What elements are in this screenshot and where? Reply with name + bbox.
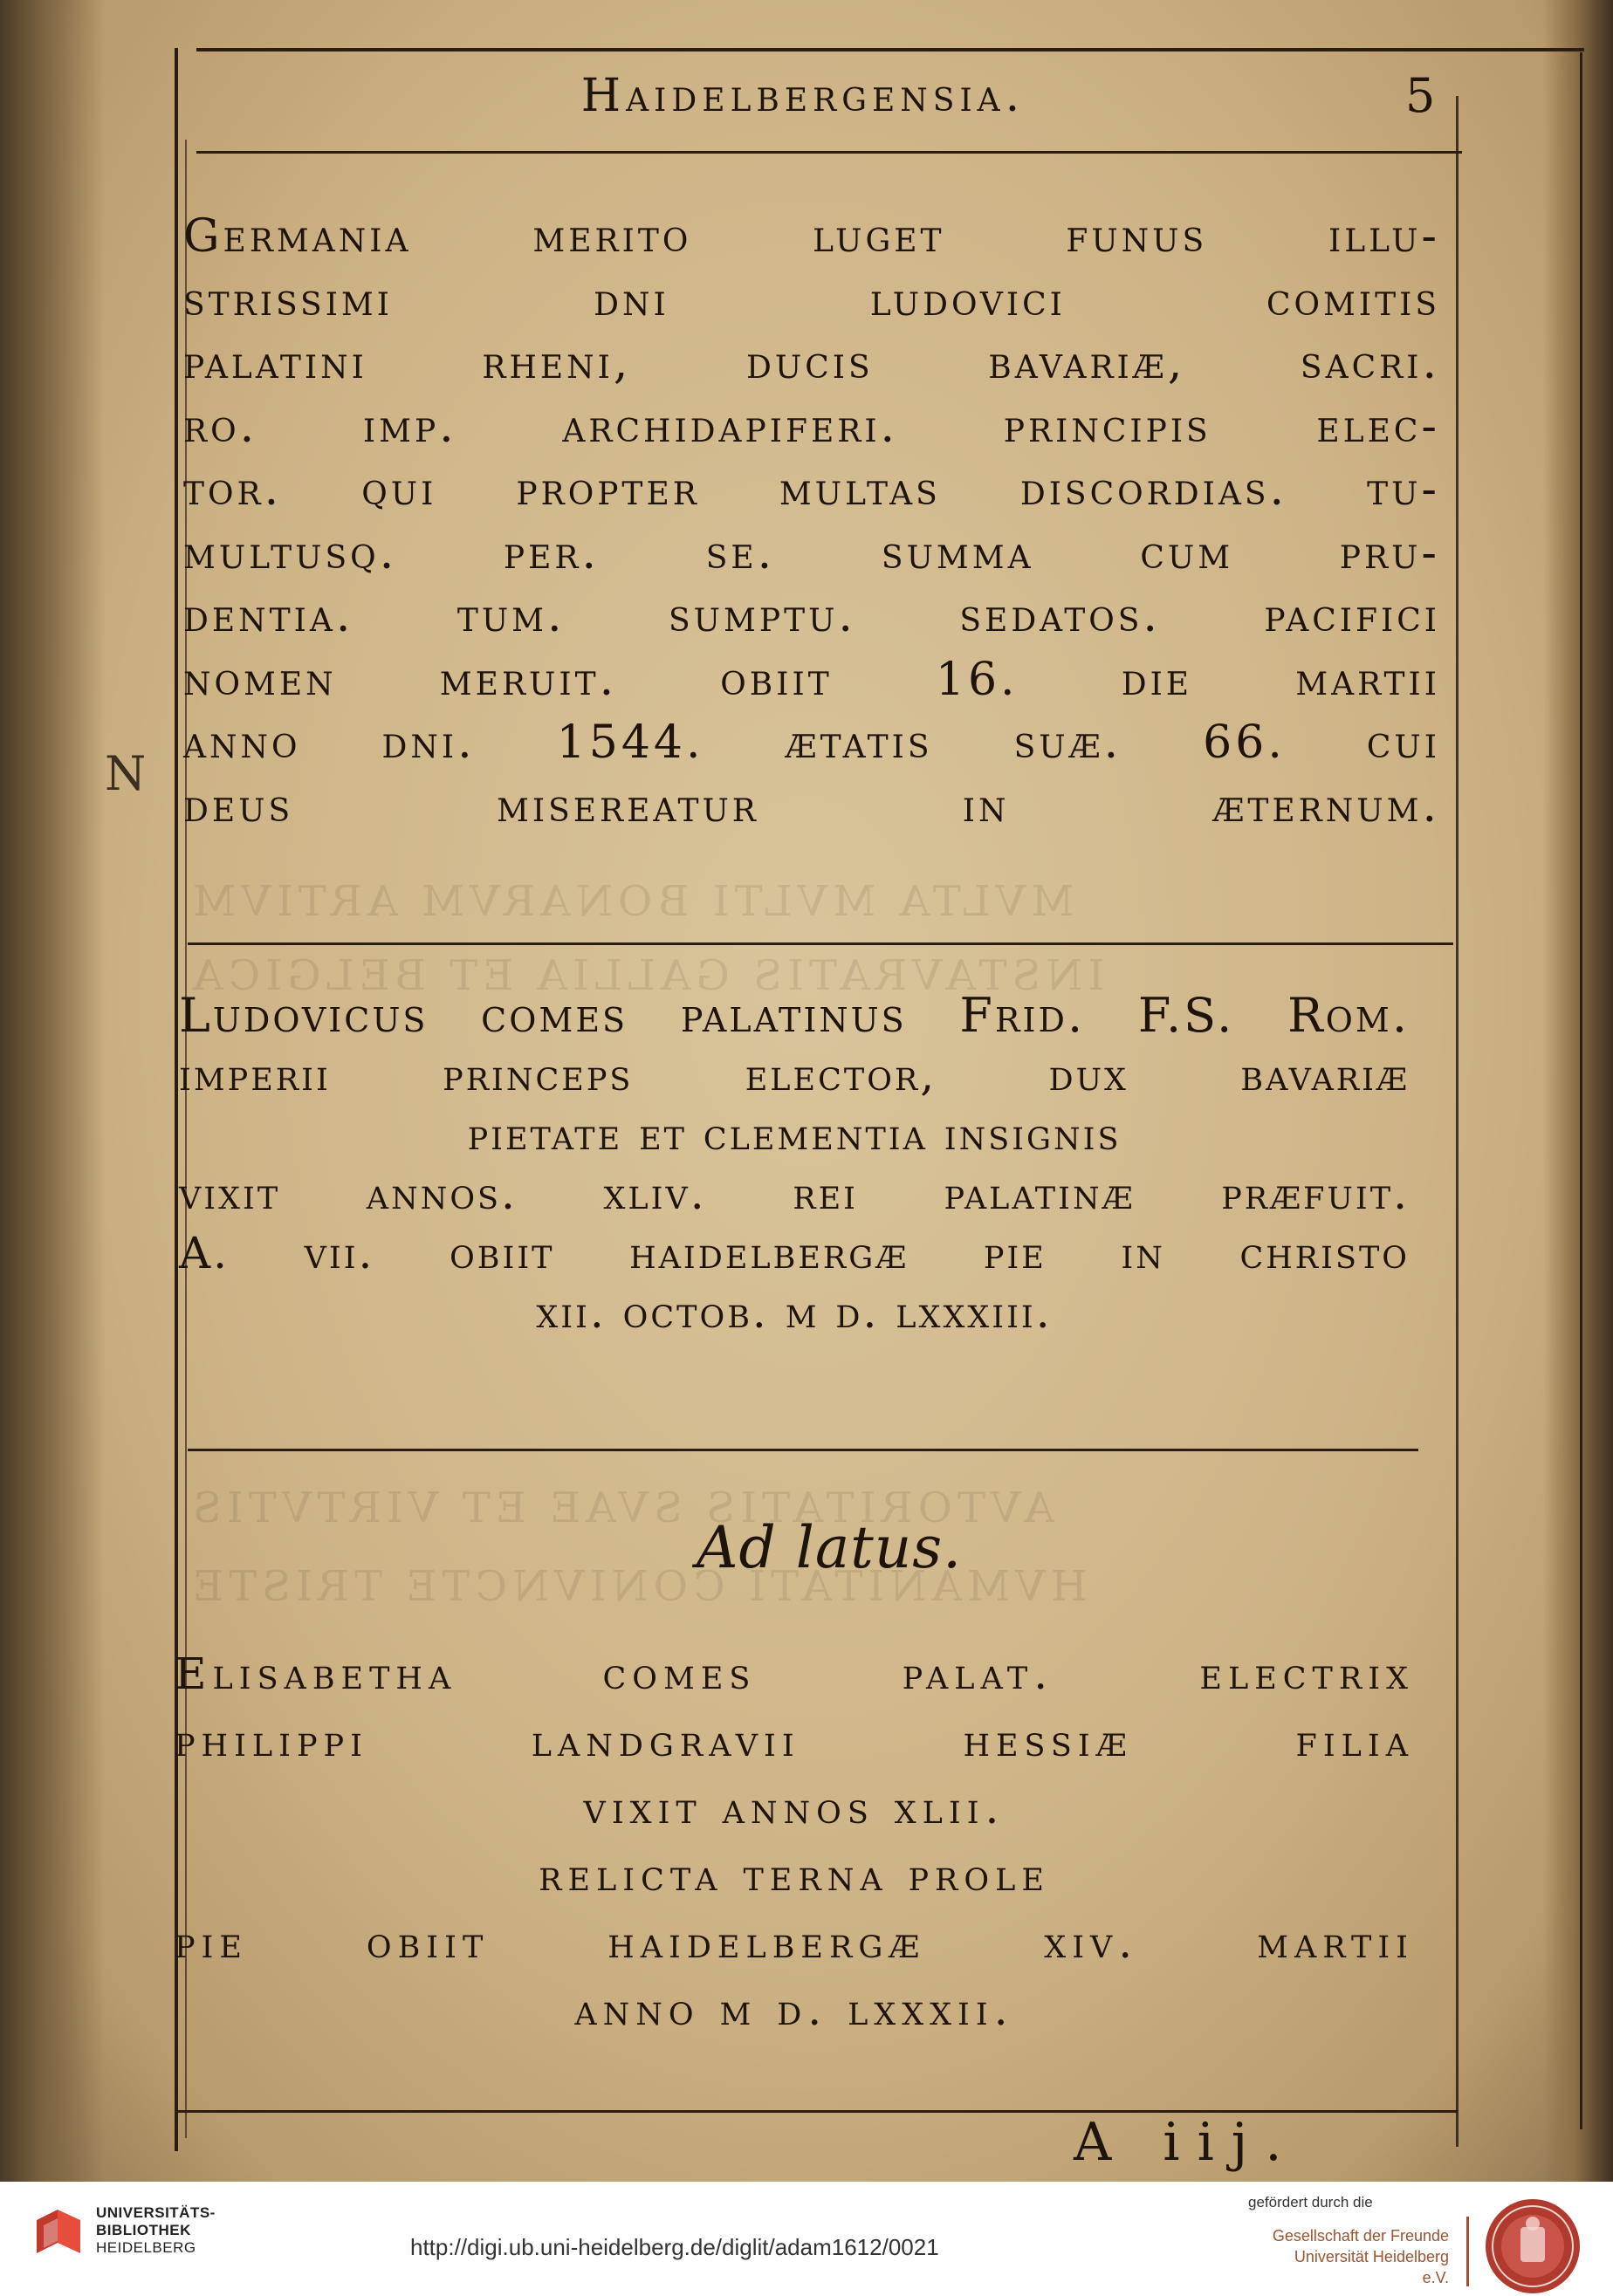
frame-line-right <box>1456 96 1459 2147</box>
inscription-line: xii. octob. m d. lxxxiii. <box>536 1287 1053 1338</box>
inscription-line: A. vii. obiit haidelbergæ pie in christo <box>179 1228 1410 1278</box>
page-number: 5 <box>1405 68 1436 123</box>
inscription-line: dentia. tum. sumptu. sedatos. pacifici <box>183 590 1440 642</box>
rule-under-header <box>196 151 1462 154</box>
inscription-line: relicta terna prole <box>539 1850 1050 1901</box>
viewer-footer <box>0 2182 1613 2296</box>
inscription-ludovicus-1583 <box>179 986 1410 1342</box>
inscription-line: Germania merito luget funus illu- <box>183 210 1440 263</box>
rule-separator-2 <box>188 1449 1418 1451</box>
inscription-line: anno dni. 1544. ætatis suæ. 66. cui <box>183 716 1440 769</box>
permalink-url[interactable]: http://digi.ub.uni-heidelberg.de/diglit/adam1612/0021 <box>410 2234 939 2260</box>
frame-line-outer-right <box>1580 52 1582 2129</box>
inscription-line: vixit annos. xliv. rei palatinæ præfuit. <box>179 1169 1410 1219</box>
inscription-line: nomen meruit. obiit 16. die martii <box>183 653 1440 706</box>
inscription-elisabetha <box>175 1641 1414 2044</box>
inscription-line: Elisabetha comes palat. electrix <box>175 1648 1414 1699</box>
inscription-line: deus misereatur in æternum. <box>183 779 1440 833</box>
inscription-line: anno m d. lxxxii. <box>574 1984 1014 2035</box>
inscription-line: pietate et clementia insignis <box>467 1109 1122 1160</box>
inscription-line: ro. imp. archidapiferi. principis elec- <box>183 400 1440 453</box>
sponsor-name-line: Gesellschaft der Freunde <box>1272 2227 1449 2245</box>
inscription-line: palatini rheni, ducis bavariæ, sacri. <box>183 337 1440 389</box>
sponsor-name-line: Universität Heidelberg e.V. <box>1294 2248 1449 2286</box>
page-shadow-left <box>0 0 105 2182</box>
library-name-line: HEIDELBERG <box>96 2239 196 2256</box>
inscription-line: Ludovicus comes palatinus Frid. F.S. Rom. <box>179 988 1410 1043</box>
inscription-line: vixit annos xlii. <box>583 1783 1006 1833</box>
page-shadow-right <box>1543 0 1613 2182</box>
sponsor-label: gefördert durch die <box>1248 2194 1373 2210</box>
inscription-line: tor. qui propter multas discordias. tu- <box>183 463 1440 516</box>
inscription-line: imperii princeps elector, dux bavariæ <box>179 1050 1410 1100</box>
bleed-through: INSTAVRATIS GALLIA ET BELGICA <box>188 951 1105 1000</box>
university-library-logo-icon[interactable] <box>31 2204 86 2258</box>
library-name-line: UNIVERSITÄTS- <box>96 2204 216 2221</box>
sponsor-name[interactable] <box>1266 2225 1449 2288</box>
side-heading: Ad latus. <box>696 1514 963 1581</box>
bleed-through: MVLTA MVLTI BONARVM ARTIVM <box>188 877 1074 926</box>
signature-mark: A iij. <box>1074 2112 1300 2173</box>
side-heading-block <box>175 1514 1405 1581</box>
sponsor-divider <box>1466 2217 1469 2286</box>
university-seal-icon[interactable] <box>1484 2197 1582 2295</box>
inscription-line: philippi landgravii hessiæ filia <box>175 1716 1414 1766</box>
inscription-line: pie obiit haidelbergæ xiv. martii <box>175 1917 1414 1968</box>
inscription-line: multusq. per. se. summa cum pru- <box>183 526 1440 579</box>
inscription-ludovicus-1544 <box>183 205 1440 838</box>
bleed-through: HVMANITATI CONIVNCTE TRISTE <box>188 1562 1088 1611</box>
rule-top <box>196 48 1584 51</box>
university-library-name[interactable] <box>96 2204 216 2257</box>
running-head: Haidelbergensia. <box>580 70 1026 122</box>
library-name-line: BIBLIOTHEK <box>96 2222 191 2238</box>
rule-separator-1 <box>188 942 1453 945</box>
bleed-through: AVTORITATIS SVAE ET VIRTVTIS <box>188 1484 1054 1532</box>
inscription-line: strissimi dni ludovici comitis <box>183 273 1440 326</box>
margin-note: N <box>105 746 147 801</box>
